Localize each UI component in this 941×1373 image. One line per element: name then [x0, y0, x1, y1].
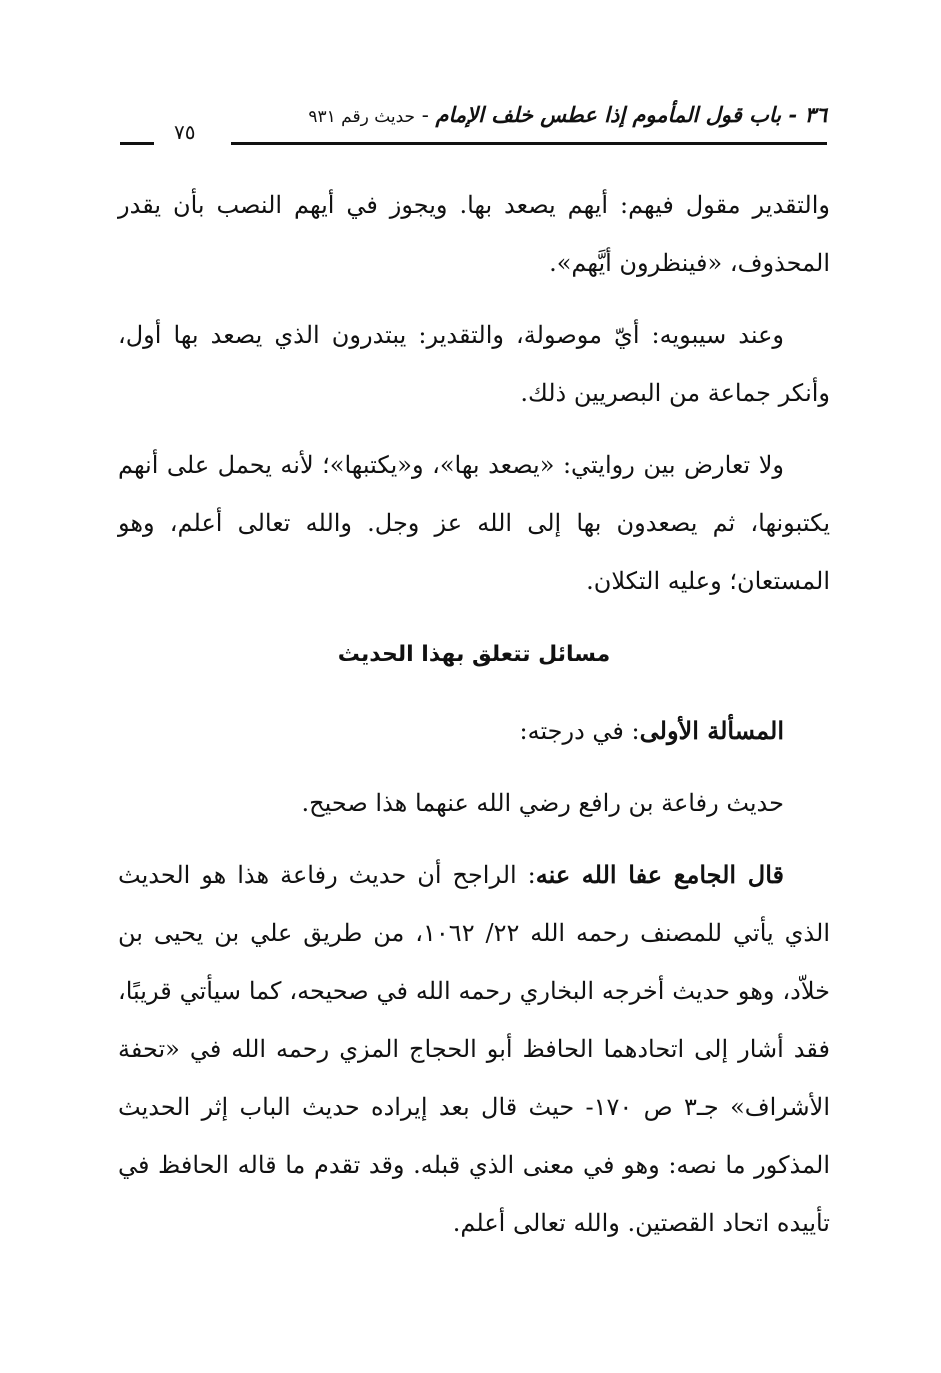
- hadith-number: حديث رقم ٩٣١: [308, 107, 416, 127]
- paragraph-grading: حديث رفاعة بن رافع رضي الله عنهما هذا صحيح.: [301, 789, 784, 817]
- issue-one-text: : في درجته:: [519, 717, 640, 745]
- running-title: [308, 102, 827, 127]
- paragraph-compiler-note: [118, 846, 830, 1252]
- page-number: ٧٥: [174, 120, 196, 144]
- page-body: [118, 176, 830, 1266]
- issue-one: [118, 702, 830, 760]
- title-separator: -: [415, 103, 436, 127]
- chapter-title: ٣٦ - باب قول المأموم إذا عطس خلف الإمام: [435, 102, 827, 127]
- page-header: [120, 96, 827, 154]
- compiler-label: قال الجامع عفا الله عنه: [535, 860, 784, 889]
- header-rule: [231, 142, 827, 145]
- section-heading: مسائل تتعلق بهذا الحديث: [337, 642, 611, 667]
- paragraph-sibawayh: وعند سيبويه: أيّ موصولة، والتقدير: يبتدرون الذي يصعد بها أول، وأنكر جماعة من البصريين ذلك.: [118, 321, 830, 407]
- compiler-text: : الراجح أن حديث رفاعة هذا هو الحديث الذي يأتي للمصنف رحمه الله ٢٢/ ١٠٦٢، من طريق علي بن يحيى بن خلاّد، وهو حديث أخرجه البخاري رحمه الله في صحيحه، كما سيأتي قريبًا، فقد أشار إلى اتحادهما الحافظ أبو الحجاج المزي رحمه الله في «تحفة الأشراف» جـ٣ ص ١٧٠- حيث قال بعد إيراده حديث الباب إثر الحديث المذكور ما نصه: وهو في معنى الذي قبله. وقد تقدم ما قاله الحافظ في تأييده اتحاد القصتين. والله تعالى أعلم.: [118, 861, 831, 1237]
- paragraph-taqdir: والتقدير مقول فيهم: أيهم يصعد بها. ويجوز في أيهم النصب بأن يقدر المحذوف، «فينظرون أيَّهم».: [118, 191, 830, 277]
- paragraph-no-contradiction: ولا تعارض بين روايتي: «يصعد بها»، و«يكتبها»؛ لأنه يحمل على أنهم يكتبونها، ثم يصعدون بها إلى الله عز وجل. والله تعالى أعلم، وهو المستعان؛ وعليه التكلان.: [118, 451, 830, 595]
- header-rule-short: [120, 142, 154, 145]
- issue-one-label: المسألة الأولى: [639, 716, 784, 745]
